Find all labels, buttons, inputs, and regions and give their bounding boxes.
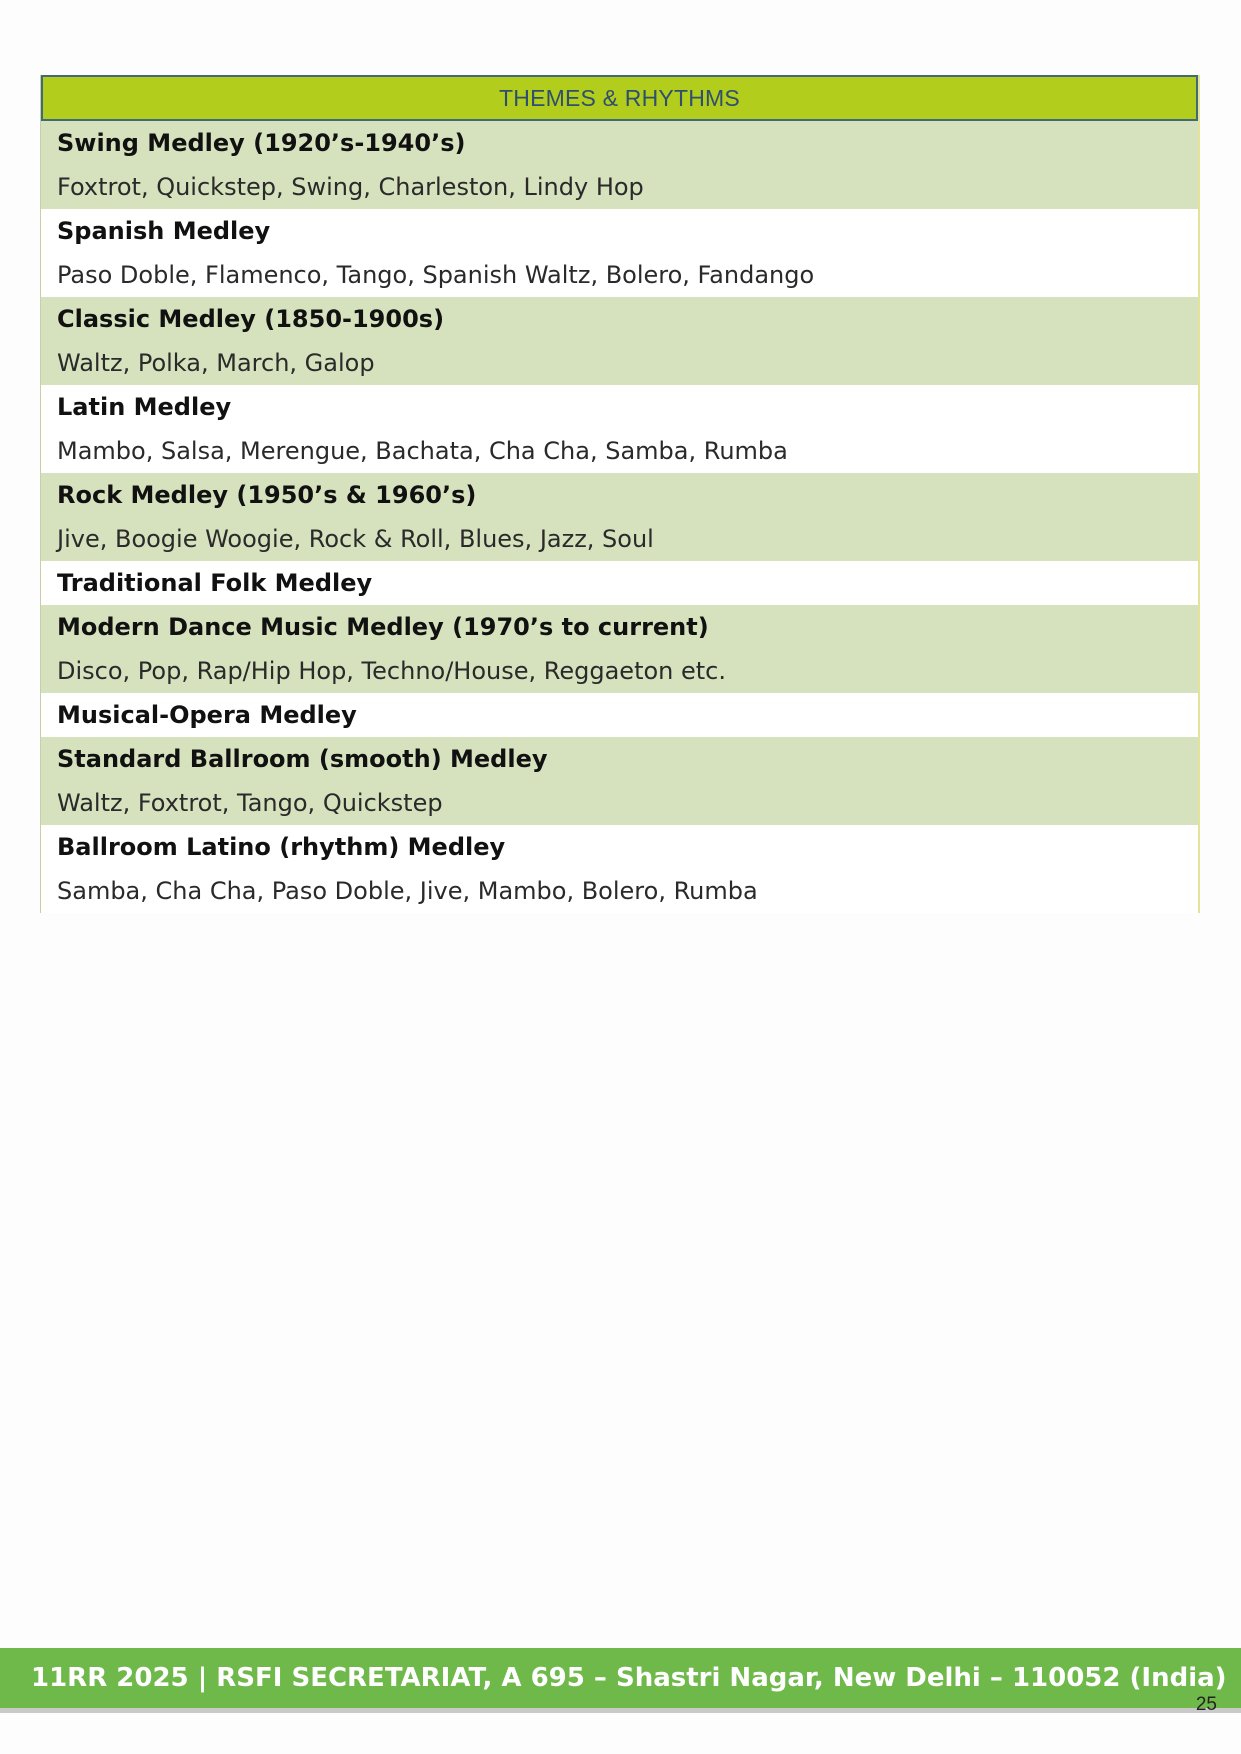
table-group-rock [41, 473, 1198, 561]
table-header: THEMES & RHYTHMS [41, 75, 1198, 121]
table-group-ballroom-latino [41, 825, 1198, 913]
group-title: Spanish Medley [57, 217, 271, 245]
group-description: Foxtrot, Quickstep, Swing, Charleston, Lindy Hop [57, 173, 644, 201]
group-title: Rock Medley (1950’s & 1960’s) [57, 481, 477, 509]
table-group-musical-opera [41, 693, 1198, 737]
footer-text: 11RR 2025 | RSFI SECRETARIAT, A 695 – Shastri Nagar, New Delhi – 110052 (India) [31, 1663, 1227, 1693]
page-number: 25 [1195, 1694, 1217, 1715]
footer-divider [0, 1708, 1241, 1713]
group-description: Samba, Cha Cha, Paso Doble, Jive, Mambo, Bolero, Rumba [57, 877, 758, 905]
group-title: Standard Ballroom (smooth) Medley [57, 745, 548, 773]
group-description: Mambo, Salsa, Merengue, Bachata, Cha Cha, Samba, Rumba [57, 437, 788, 465]
table-group-modern [41, 605, 1198, 693]
table-group-swing [41, 121, 1198, 209]
group-title: Latin Medley [57, 393, 232, 421]
table-group-classic [41, 297, 1198, 385]
group-title: Swing Medley (1920’s-1940’s) [57, 129, 466, 157]
table-group-folk [41, 561, 1198, 605]
themes-rhythms-table [40, 75, 1200, 913]
group-description: Waltz, Polka, March, Galop [57, 349, 375, 377]
group-description: Paso Doble, Flamenco, Tango, Spanish Waltz, Bolero, Fandango [57, 261, 815, 289]
group-description: Waltz, Foxtrot, Tango, Quickstep [57, 789, 443, 817]
group-title: Classic Medley (1850-1900s) [57, 305, 445, 333]
group-description: Disco, Pop, Rap/Hip Hop, Techno/House, Reggaeton etc. [57, 657, 726, 685]
group-title: Traditional Folk Medley [57, 569, 373, 597]
table-group-spanish [41, 209, 1198, 297]
footer-bar [0, 1648, 1241, 1708]
table-group-latin [41, 385, 1198, 473]
group-title: Ballroom Latino (rhythm) Medley [57, 833, 506, 861]
group-title: Modern Dance Music Medley (1970’s to current) [57, 613, 709, 641]
group-description: Jive, Boogie Woogie, Rock & Roll, Blues, Jazz, Soul [57, 525, 654, 553]
table-group-standard-ballroom [41, 737, 1198, 825]
group-title: Musical-Opera Medley [57, 701, 357, 729]
